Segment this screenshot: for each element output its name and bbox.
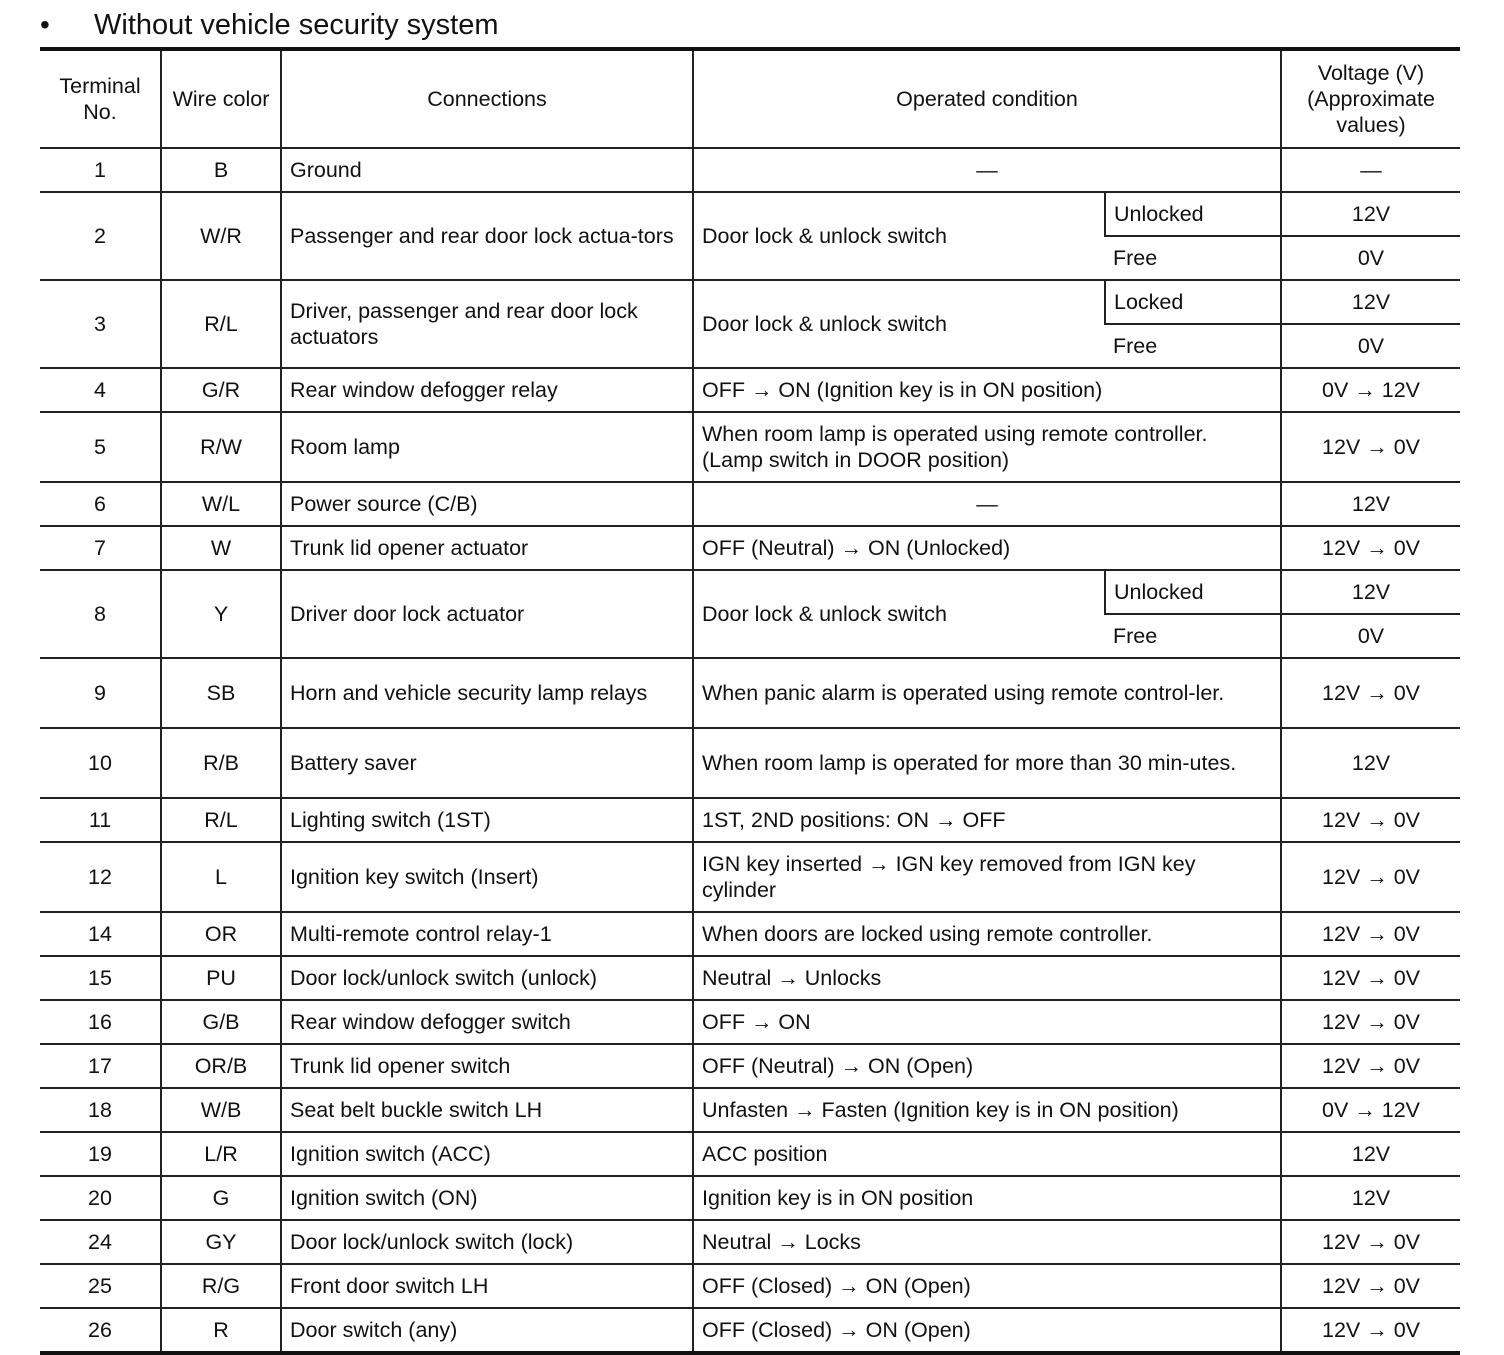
connection-cell: Horn and vehicle security lamp relays bbox=[281, 658, 693, 728]
terminal-cell: 17 bbox=[40, 1044, 161, 1088]
condition-cell: Unfasten → Fasten (Ignition key is in ON position) bbox=[693, 1088, 1281, 1132]
wire-cell: L bbox=[161, 842, 281, 912]
wire-cell: SB bbox=[161, 658, 281, 728]
table-row bbox=[40, 482, 1460, 526]
terminal-cell: 11 bbox=[40, 798, 161, 842]
condition-cell: Door lock & unlock switch bbox=[693, 192, 1105, 280]
terminal-cell: 5 bbox=[40, 412, 161, 482]
voltage-cell: 12V → 0V bbox=[1281, 798, 1460, 842]
terminal-cell: 10 bbox=[40, 728, 161, 798]
wire-cell: Y bbox=[161, 570, 281, 658]
terminal-cell: 4 bbox=[40, 368, 161, 412]
connection-cell: Lighting switch (1ST) bbox=[281, 798, 693, 842]
header-operated-condition: Operated condition bbox=[693, 49, 1281, 148]
voltage-cell: 12V → 0V bbox=[1281, 526, 1460, 570]
table-row bbox=[40, 658, 1460, 728]
terminal-cell: 1 bbox=[40, 148, 161, 192]
table-row bbox=[40, 956, 1460, 1000]
terminal-cell: 3 bbox=[40, 280, 161, 368]
connection-cell: Seat belt buckle switch LH bbox=[281, 1088, 693, 1132]
table-row bbox=[40, 1088, 1460, 1132]
connection-cell: Multi-remote control relay-1 bbox=[281, 912, 693, 956]
state-cell: Free bbox=[1105, 324, 1281, 368]
terminal-cell: 12 bbox=[40, 842, 161, 912]
connection-cell: Door lock/unlock switch (lock) bbox=[281, 1220, 693, 1264]
wire-cell: G/R bbox=[161, 368, 281, 412]
table-row bbox=[40, 1176, 1460, 1220]
terminal-cell: 24 bbox=[40, 1220, 161, 1264]
condition-cell: Door lock & unlock switch bbox=[693, 570, 1105, 658]
wire-cell: OR bbox=[161, 912, 281, 956]
connection-cell: Room lamp bbox=[281, 412, 693, 482]
table-row bbox=[40, 570, 1460, 614]
header-connections: Connections bbox=[281, 49, 693, 148]
table-row bbox=[40, 1000, 1460, 1044]
table-row bbox=[40, 148, 1460, 192]
state-cell: Locked bbox=[1105, 280, 1281, 324]
terminal-cell: 8 bbox=[40, 570, 161, 658]
connection-cell: Driver, passenger and rear door lock actuators bbox=[281, 280, 693, 368]
table-row bbox=[40, 842, 1460, 912]
connection-cell: Ignition key switch (Insert) bbox=[281, 842, 693, 912]
state-cell: Unlocked bbox=[1105, 570, 1281, 614]
wire-cell: B bbox=[161, 148, 281, 192]
wire-cell: R/W bbox=[161, 412, 281, 482]
table-row bbox=[40, 728, 1460, 798]
condition-cell: ACC position bbox=[693, 1132, 1281, 1176]
bullet: • bbox=[40, 9, 50, 40]
wire-cell: W bbox=[161, 526, 281, 570]
table-row bbox=[40, 912, 1460, 956]
table-row bbox=[40, 280, 1460, 324]
voltage-cell: 12V bbox=[1281, 482, 1460, 526]
wire-cell: GY bbox=[161, 1220, 281, 1264]
condition-cell: OFF → ON bbox=[693, 1000, 1281, 1044]
connection-cell: Door switch (any) bbox=[281, 1308, 693, 1353]
connection-cell: Driver door lock actuator bbox=[281, 570, 693, 658]
wire-cell: R/B bbox=[161, 728, 281, 798]
voltage-cell: 12V → 0V bbox=[1281, 1308, 1460, 1353]
wire-cell: W/B bbox=[161, 1088, 281, 1132]
condition-cell: When room lamp is operated for more than 30 min-utes. bbox=[693, 728, 1281, 798]
table-row bbox=[40, 1132, 1460, 1176]
table-row bbox=[40, 1044, 1460, 1088]
table-row bbox=[40, 192, 1460, 236]
condition-cell: OFF → ON (Ignition key is in ON position) bbox=[693, 368, 1281, 412]
table-row bbox=[40, 526, 1460, 570]
voltage-cell: 12V bbox=[1281, 192, 1460, 236]
header-row bbox=[40, 49, 1460, 148]
connection-cell: Trunk lid opener switch bbox=[281, 1044, 693, 1088]
connection-cell: Battery saver bbox=[281, 728, 693, 798]
wire-cell: G/B bbox=[161, 1000, 281, 1044]
terminal-cell: 19 bbox=[40, 1132, 161, 1176]
voltage-cell: 12V → 0V bbox=[1281, 912, 1460, 956]
voltage-cell: 12V bbox=[1281, 1132, 1460, 1176]
section-title: Without vehicle security system bbox=[94, 8, 499, 41]
table-row bbox=[40, 798, 1460, 842]
state-cell: Unlocked bbox=[1105, 192, 1281, 236]
table-row bbox=[40, 412, 1460, 482]
voltage-cell: 12V bbox=[1281, 1176, 1460, 1220]
condition-cell: Neutral → Locks bbox=[693, 1220, 1281, 1264]
wire-cell: PU bbox=[161, 956, 281, 1000]
condition-cell: Ignition key is in ON position bbox=[693, 1176, 1281, 1220]
condition-cell: — bbox=[693, 482, 1281, 526]
terminal-cell: 2 bbox=[40, 192, 161, 280]
voltage-cell: 12V bbox=[1281, 280, 1460, 324]
voltage-cell: 12V → 0V bbox=[1281, 1000, 1460, 1044]
condition-cell: OFF (Neutral) → ON (Open) bbox=[693, 1044, 1281, 1088]
condition-cell: — bbox=[693, 148, 1281, 192]
connection-cell: Passenger and rear door lock actua-tors bbox=[281, 192, 693, 280]
wire-cell: G bbox=[161, 1176, 281, 1220]
table-row bbox=[40, 1220, 1460, 1264]
table-row bbox=[40, 368, 1460, 412]
terminal-cell: 9 bbox=[40, 658, 161, 728]
wire-cell: R/G bbox=[161, 1264, 281, 1308]
connection-cell: Ignition switch (ON) bbox=[281, 1176, 693, 1220]
terminal-table-container bbox=[40, 47, 1460, 1355]
voltage-cell: 12V → 0V bbox=[1281, 1044, 1460, 1088]
voltage-cell: 0V → 12V bbox=[1281, 368, 1460, 412]
condition-cell: OFF (Closed) → ON (Open) bbox=[693, 1308, 1281, 1353]
wire-cell: OR/B bbox=[161, 1044, 281, 1088]
connection-cell: Ignition switch (ACC) bbox=[281, 1132, 693, 1176]
wire-cell: R/L bbox=[161, 798, 281, 842]
state-cell: Free bbox=[1105, 236, 1281, 280]
voltage-cell: 12V → 0V bbox=[1281, 1220, 1460, 1264]
voltage-cell: 12V → 0V bbox=[1281, 658, 1460, 728]
header-terminal: Terminal No. bbox=[40, 49, 161, 148]
connection-cell: Rear window defogger relay bbox=[281, 368, 693, 412]
terminal-cell: 26 bbox=[40, 1308, 161, 1353]
state-cell: Free bbox=[1105, 614, 1281, 658]
table-row bbox=[40, 1308, 1460, 1353]
terminal-cell: 15 bbox=[40, 956, 161, 1000]
wire-cell: L/R bbox=[161, 1132, 281, 1176]
wire-cell: R/L bbox=[161, 280, 281, 368]
connection-cell: Trunk lid opener actuator bbox=[281, 526, 693, 570]
condition-cell: Door lock & unlock switch bbox=[693, 280, 1105, 368]
terminal-cell: 6 bbox=[40, 482, 161, 526]
voltage-cell: 0V → 12V bbox=[1281, 1088, 1460, 1132]
voltage-cell: 0V bbox=[1281, 236, 1460, 280]
terminal-cell: 16 bbox=[40, 1000, 161, 1044]
wire-cell: R bbox=[161, 1308, 281, 1353]
terminal-cell: 7 bbox=[40, 526, 161, 570]
header-wire-color: Wire color bbox=[161, 49, 281, 148]
connection-cell: Door lock/unlock switch (unlock) bbox=[281, 956, 693, 1000]
condition-cell: OFF (Neutral) → ON (Unlocked) bbox=[693, 526, 1281, 570]
voltage-cell: 12V → 0V bbox=[1281, 412, 1460, 482]
voltage-cell: 12V → 0V bbox=[1281, 956, 1460, 1000]
section-heading bbox=[40, 6, 499, 44]
condition-cell: When panic alarm is operated using remote control-ler. bbox=[693, 658, 1281, 728]
connection-cell: Front door switch LH bbox=[281, 1264, 693, 1308]
voltage-cell: 12V bbox=[1281, 570, 1460, 614]
connection-cell: Power source (C/B) bbox=[281, 482, 693, 526]
connection-cell: Ground bbox=[281, 148, 693, 192]
terminal-cell: 18 bbox=[40, 1088, 161, 1132]
condition-cell: OFF (Closed) → ON (Open) bbox=[693, 1264, 1281, 1308]
condition-cell: IGN key inserted → IGN key removed from IGN key cylinder bbox=[693, 842, 1281, 912]
table-row bbox=[40, 1264, 1460, 1308]
voltage-cell: — bbox=[1281, 148, 1460, 192]
connection-cell: Rear window defogger switch bbox=[281, 1000, 693, 1044]
terminal-cell: 14 bbox=[40, 912, 161, 956]
voltage-cell: 0V bbox=[1281, 614, 1460, 658]
voltage-cell: 12V → 0V bbox=[1281, 842, 1460, 912]
voltage-cell: 12V bbox=[1281, 728, 1460, 798]
terminal-cell: 25 bbox=[40, 1264, 161, 1308]
condition-cell: Neutral → Unlocks bbox=[693, 956, 1281, 1000]
voltage-cell: 0V bbox=[1281, 324, 1460, 368]
terminal-cell: 20 bbox=[40, 1176, 161, 1220]
header-voltage: Voltage (V) (Approximate values) bbox=[1281, 49, 1460, 148]
condition-cell: When room lamp is operated using remote controller. (Lamp switch in DOOR position) bbox=[693, 412, 1281, 482]
wire-cell: W/R bbox=[161, 192, 281, 280]
terminal-table bbox=[40, 47, 1460, 1355]
condition-cell: When doors are locked using remote controller. bbox=[693, 912, 1281, 956]
voltage-cell: 12V → 0V bbox=[1281, 1264, 1460, 1308]
wire-cell: W/L bbox=[161, 482, 281, 526]
condition-cell: 1ST, 2ND positions: ON → OFF bbox=[693, 798, 1281, 842]
